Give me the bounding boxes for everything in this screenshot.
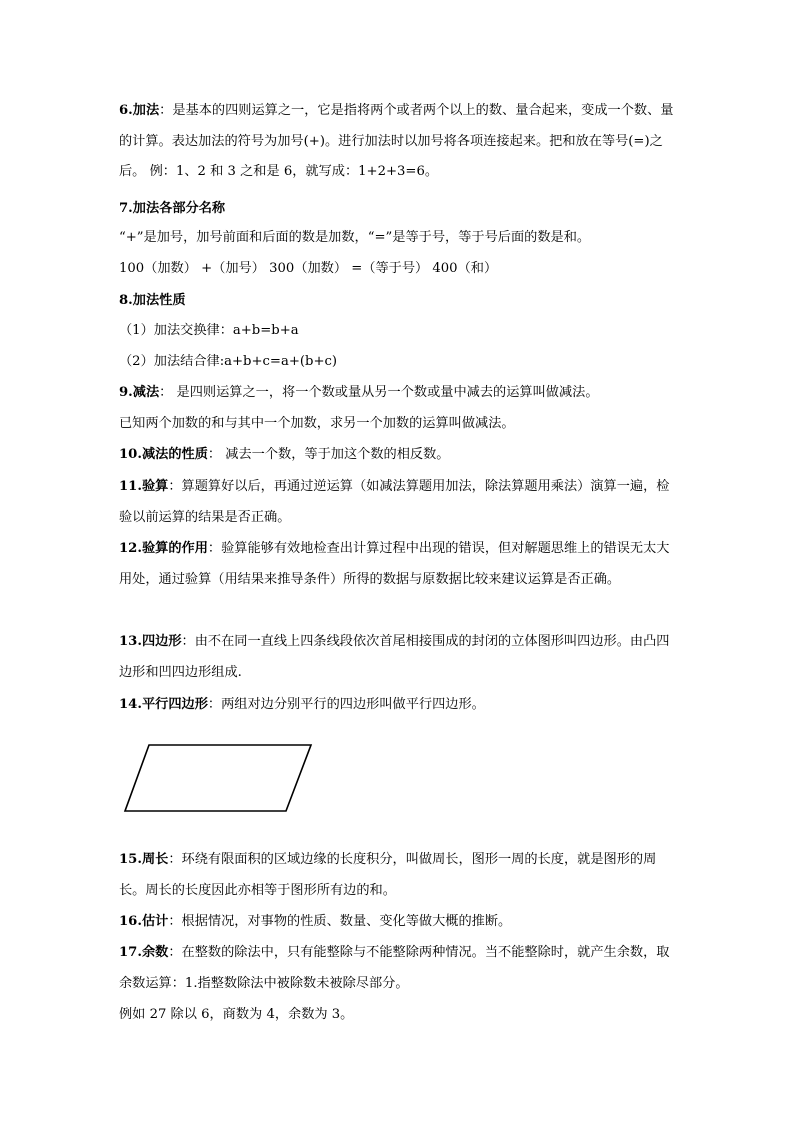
- item-11-separator: ：: [168, 479, 182, 494]
- item-11-checking: [119, 472, 681, 533]
- item-10-number: 10.: [119, 447, 142, 462]
- item-16-separator: ：: [168, 914, 182, 929]
- item-12-term: 验算的作用: [141, 541, 208, 556]
- item-17-term: 余数: [141, 945, 169, 960]
- item-12-separator: ：: [207, 541, 222, 556]
- item-17-example: 例如 27 除以 6，商数为 4，余数为 3。: [119, 1007, 354, 1022]
- item-9-line-2: 已知两个加数的和与其中一个加数，求另一个加数的运算叫做减法。: [119, 416, 515, 431]
- item-12-number: 12.: [119, 541, 142, 556]
- item-15-number: 15.: [119, 852, 142, 867]
- item-15-term: 周长: [141, 852, 169, 867]
- item-17-number: 17.: [119, 945, 142, 960]
- item-10-text: 减去一个数，等于加这个数的相反数。: [221, 447, 450, 462]
- item-11-term: 验算: [141, 479, 169, 494]
- parallelogram-figure: [122, 742, 314, 814]
- item-9-separator: ：: [159, 385, 173, 400]
- item-6-addition: [119, 96, 681, 188]
- item-13-text: 由不在同一直线上四条线段依次首尾相接围成的封闭的立体图形叫四边形。由凸四边形和凹四边形组成.: [119, 634, 670, 680]
- item-17-separator: ：: [168, 945, 182, 960]
- item-11-text: 算题算好以后，再通过逆运算（如减法算题用加法，除法算题用乘法）演算一遍，检验以前运算的结果是否正确。: [119, 479, 670, 525]
- item-9-text: 是四则运算之一，将一个数或量从另一个数或量中减去的运算叫做减法。: [172, 385, 599, 400]
- item-16-number: 16.: [119, 914, 142, 929]
- item-6-term: 加法: [132, 103, 160, 118]
- item-13-number: 13.: [119, 634, 142, 649]
- item-9-term: 减法: [132, 385, 160, 400]
- item-13-separator: ：: [181, 634, 195, 649]
- item-6-number: 6.: [119, 103, 133, 118]
- item-16-estimation: [119, 913, 679, 931]
- item-15-perimeter: [119, 845, 681, 906]
- item-10-separator: ：: [207, 447, 222, 462]
- item-17-remainder: [119, 938, 681, 999]
- item-14-term: 平行四边形: [141, 697, 208, 712]
- item-17-text: 在整数的除法中，只有能整除与不能整除两种情况。当不能整除时，就产生余数，取余数运算：1.指整数除法中被除数未被除尽部分。: [119, 945, 670, 991]
- item-15-text: 环绕有限面积的区域边缘的长度积分，叫做周长，图形一周的长度，就是图形的周长。周长的长度因此亦相等于图形所有边的和。: [119, 852, 657, 898]
- item-11-number: 11.: [119, 479, 142, 494]
- item-6-text: 是基本的四则运算之一，它是指将两个或者两个以上的数、量合起来，变成一个数、量的计算。表达加法的符号为加号(+)。进行加法时以加号将各项连接起来。把和放在等号(=)之后。 例：1、2 和 3 之和是 6，就写成：1+2+3=6。: [119, 103, 674, 179]
- item-12-checking-purpose: [119, 534, 681, 595]
- item-9-subtraction: [119, 384, 679, 402]
- item-9-number: 9.: [119, 385, 133, 400]
- item-14-parallelogram: [119, 696, 679, 714]
- item-14-separator: ：: [207, 697, 222, 712]
- item-12-text: 验算能够有效地检查出计算过程中出现的错误，但对解题思维上的错误无太大用处，通过验算（用结果来推导条件）所得的数据与原数据比较来建议运算是否正确。: [119, 541, 670, 587]
- item-15-separator: ：: [168, 852, 182, 867]
- item-6-separator: ：: [159, 103, 173, 118]
- item-14-number: 14.: [119, 697, 142, 712]
- item-10-subtraction-property: [119, 446, 679, 464]
- item-8-property-1: （1）加法交换律：a+b=b+a: [119, 323, 299, 338]
- parallelogram-shape: [125, 745, 311, 811]
- item-7-title: 7.加法各部分名称: [119, 201, 226, 216]
- item-13-quadrilateral: [119, 627, 681, 688]
- item-14-text: 两组对边分别平行的四边形叫做平行四边形。: [221, 697, 485, 712]
- item-8-title: 8.加法性质: [119, 293, 186, 308]
- item-7-line-2: 100（加数） +（加号） 300（加数） =（等于号） 400（和）: [119, 261, 498, 276]
- item-10-term: 减法的性质: [141, 447, 208, 462]
- item-16-text: 根据情况，对事物的性质、数量、变化等做大概的推断。: [181, 914, 512, 929]
- item-8-property-2: （2）加法结合律:a+b+c=a+(b+c): [119, 354, 338, 369]
- item-16-term: 估计: [141, 914, 169, 929]
- item-7-line-1: “+”是加号，加号前面和后面的数是加数，“=”是等于号，等于号后面的数是和。: [119, 230, 591, 245]
- item-13-term: 四边形: [141, 634, 182, 649]
